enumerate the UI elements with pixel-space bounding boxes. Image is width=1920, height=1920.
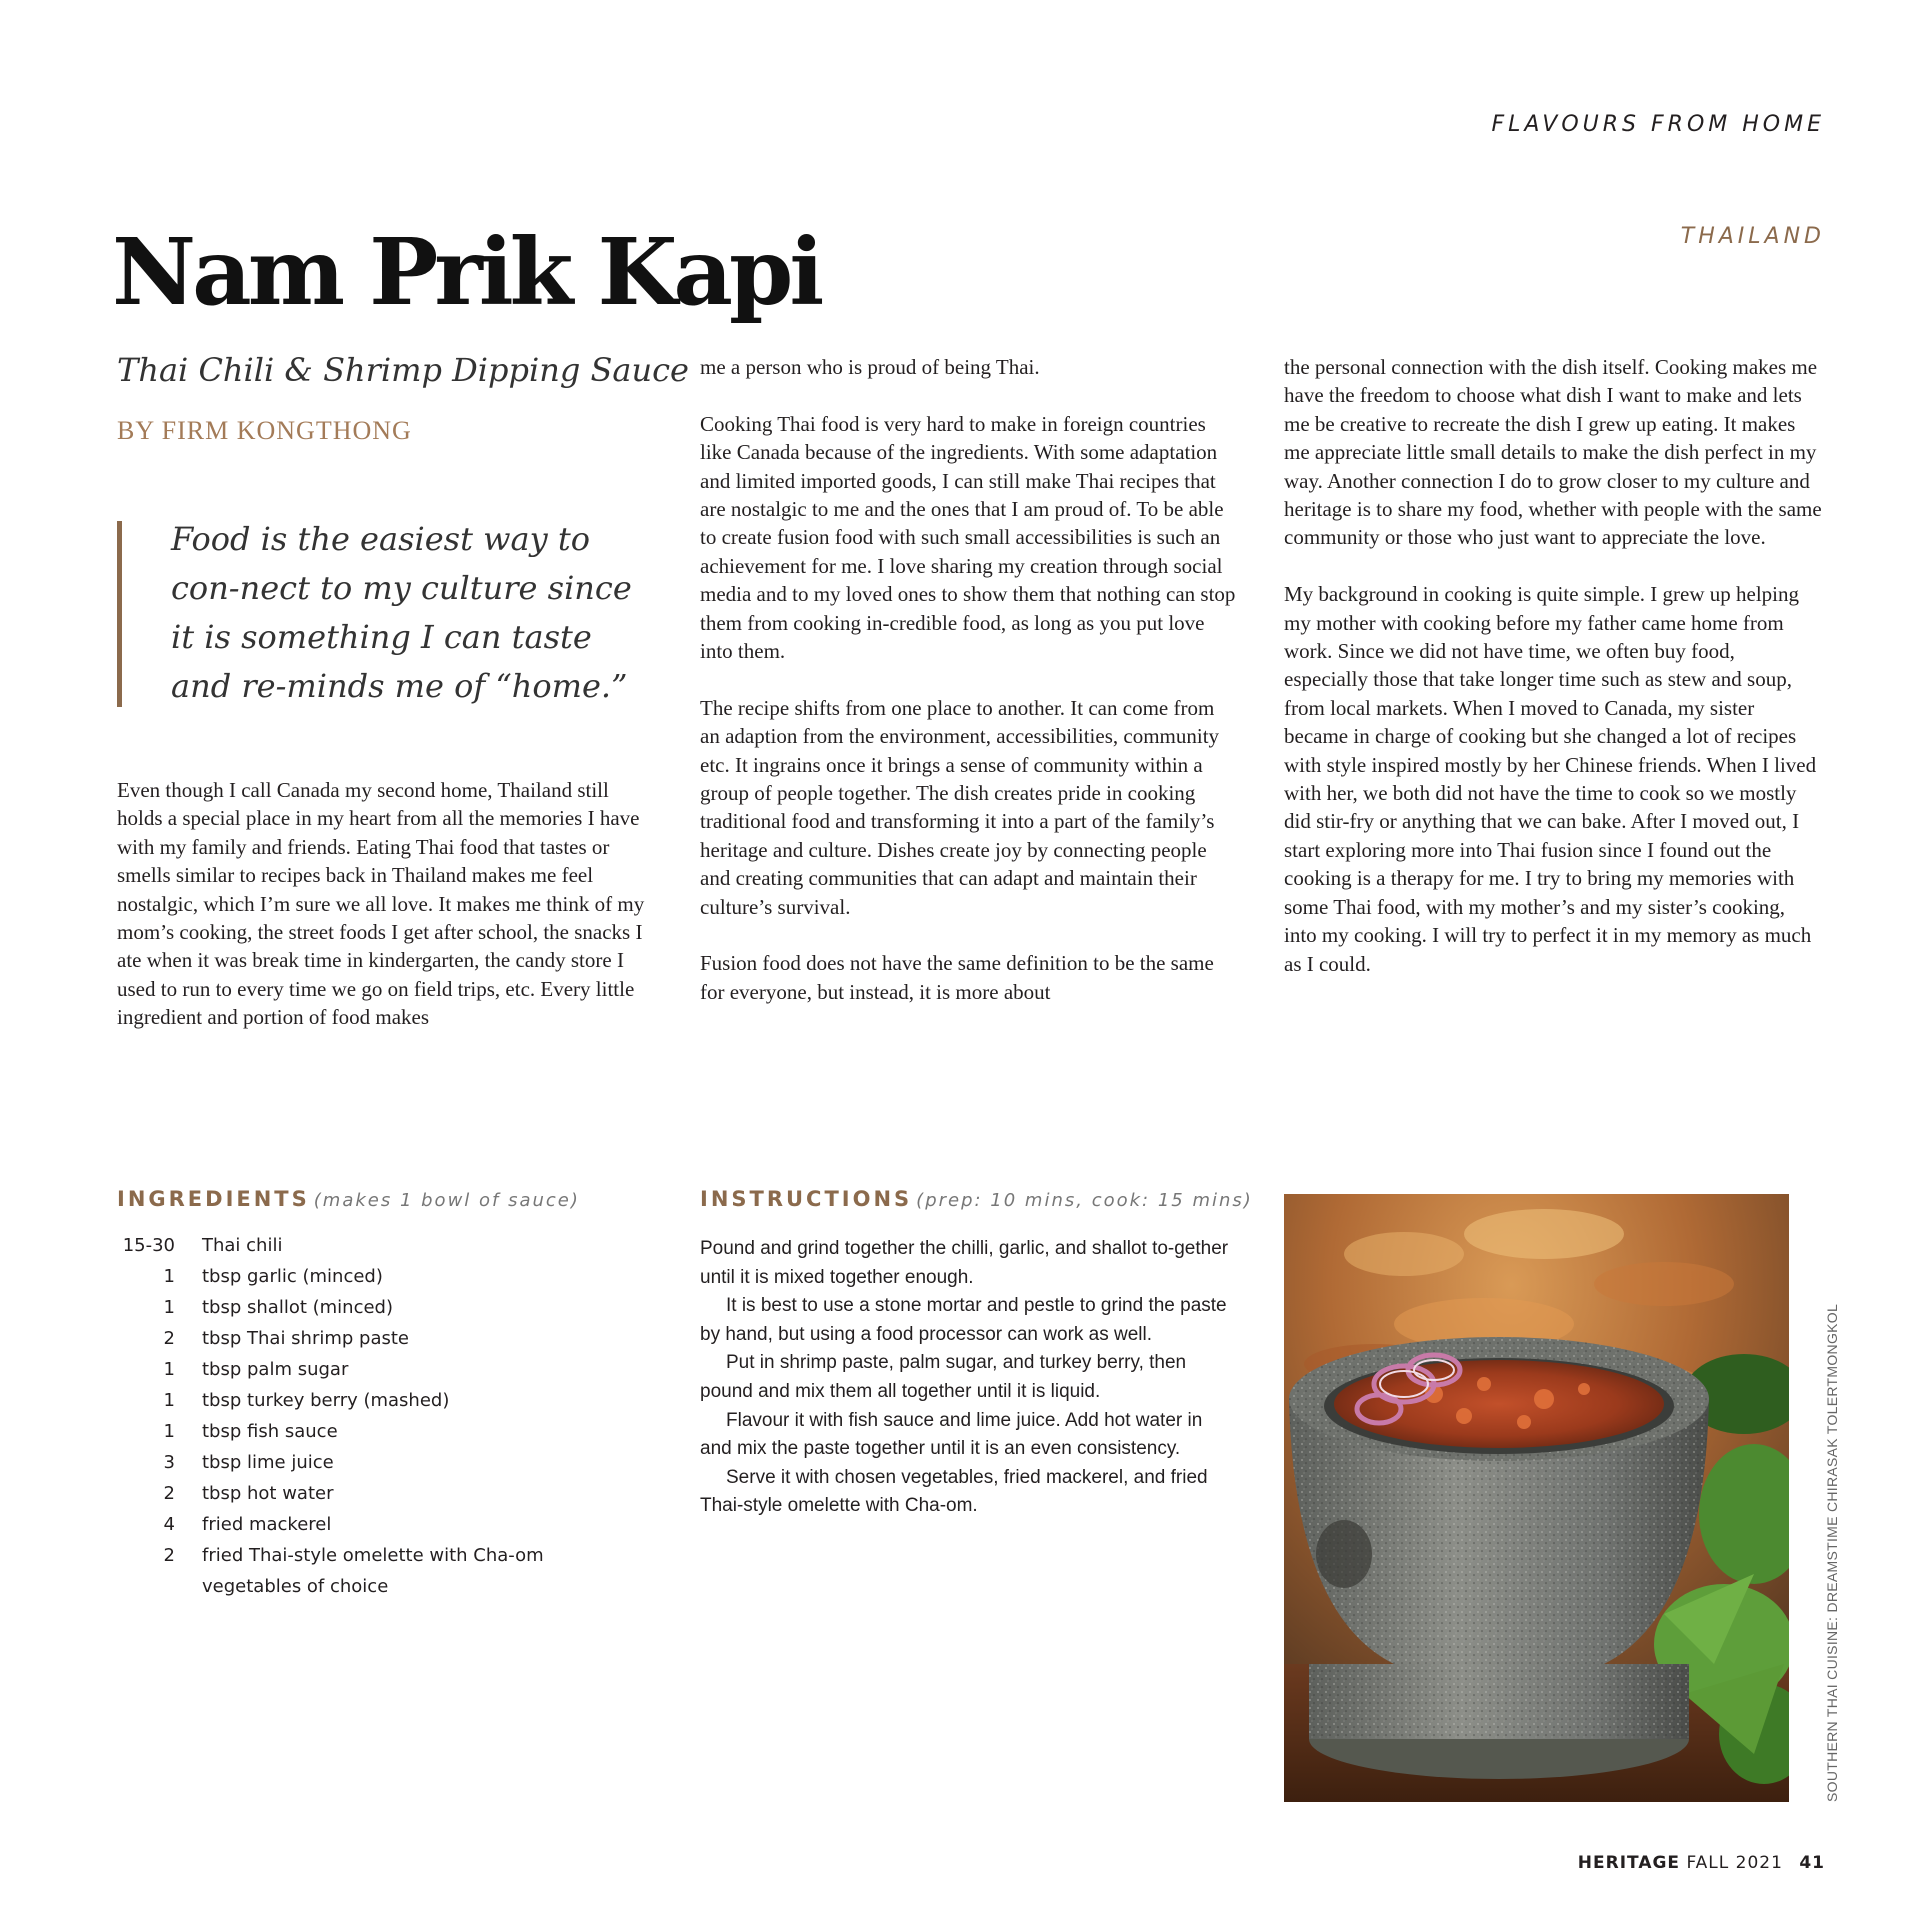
ingredient-qty: 3 bbox=[163, 1452, 175, 1473]
ingredient-qty: 1 bbox=[163, 1390, 175, 1411]
ingredient-qty: 1 bbox=[163, 1266, 175, 1287]
paragraph: The recipe shifts from one place to another. It can come from an adaption from the environment, accessibilities, community etc. It ingrains once it brings a sense of community within a group of people together. The dish creates pride in cooking traditional food and transforming it into a part of the family’s heritage and culture. Dishes create joy by connecting people and creating communities that can adapt and maintain their culture’s survival. bbox=[700, 695, 1220, 919]
ingredient-name: Thai chili bbox=[202, 1235, 283, 1256]
list-item bbox=[117, 1545, 617, 1576]
ingredient-name: tbsp turkey berry (mashed) bbox=[202, 1390, 450, 1411]
ingredients-heading bbox=[117, 1187, 580, 1211]
body-column-2 bbox=[700, 353, 1238, 1006]
page-number: 41 bbox=[1799, 1853, 1825, 1873]
list-item bbox=[117, 1359, 617, 1390]
ingredient-qty: 2 bbox=[163, 1545, 175, 1566]
paragraph: Fusion food does not have the same definition to be the same for everyone, but instead, it is more about bbox=[700, 951, 1214, 1004]
paragraph: me a person who is proud of being Thai. bbox=[700, 355, 1040, 379]
ingredient-qty: 2 bbox=[163, 1483, 175, 1504]
ingredients-label: INGREDIENTS bbox=[117, 1187, 310, 1211]
paragraph: Cooking Thai food is very hard to make in foreign countries like Canada because of the ingredients. With some adaptation and limited imported goods, I can still make Thai recipes that are nostalgic to me and the ones that I am proud of. To be able to create fusion food with such small accessibilities is such an achievement for me. I love sharing my creation through social media and to my loved ones to show them that nothing can stop them from cooking in-credible food, as long as you put love into them. bbox=[700, 411, 1236, 664]
ingredient-name: tbsp garlic (minced) bbox=[202, 1266, 383, 1287]
list-item bbox=[117, 1266, 617, 1297]
ingredient-qty: 4 bbox=[163, 1514, 175, 1535]
instruction-step: Pound and grind together the chilli, garlic, and shallot to-gether until it is mixed together enough. bbox=[700, 1238, 1229, 1288]
paragraph: the personal connection with the dish itself. Cooking makes me have the freedom to choose what dish I want to make and lets me be creative to recreate the dish I grew up eating. It makes me appreciate little small details to make the dish perfect in my way. Another connection I do to grow closer to my culture and heritage is to share my food, whether with people with the same community or those who just want to appreciate the love. bbox=[1284, 355, 1822, 550]
article-title: Nam Prik Kapi bbox=[112, 218, 821, 326]
recipe-photo bbox=[1284, 1194, 1789, 1802]
section-label: FLAVOURS FROM HOME bbox=[1491, 112, 1825, 137]
instructions-label: INSTRUCTIONS bbox=[700, 1187, 913, 1211]
pull-quote: Food is the easiest way to con-nect to my culture since it is something I can taste and re-minds me of “home.” bbox=[171, 520, 632, 705]
instructions-note: (prep: 10 mins, cook: 15 mins) bbox=[916, 1190, 1253, 1211]
article-subtitle: Thai Chili & Shrimp Dipping Sauce bbox=[117, 351, 689, 389]
body-column-1 bbox=[117, 776, 647, 1032]
ingredient-name: tbsp hot water bbox=[202, 1483, 334, 1504]
instruction-step: Flavour it with fish sauce and lime juice. Add hot water in and mix the paste together until it is an even consistency. bbox=[700, 1409, 1203, 1460]
list-item bbox=[117, 1235, 617, 1266]
instruction-step: It is best to use a stone mortar and pestle to grind the paste by hand, but using a food processor can work as well. bbox=[700, 1295, 1227, 1345]
ingredient-name: vegetables of choice bbox=[202, 1576, 389, 1597]
instructions-body bbox=[700, 1235, 1235, 1521]
page-footer bbox=[1578, 1853, 1825, 1873]
ingredient-qty: 1 bbox=[163, 1297, 175, 1318]
list-item bbox=[117, 1297, 617, 1328]
list-item bbox=[117, 1576, 617, 1607]
ingredient-qty: 1 bbox=[163, 1421, 175, 1442]
list-item bbox=[117, 1328, 617, 1359]
pull-quote-bar bbox=[117, 521, 122, 707]
instruction-step: Serve it with chosen vegetables, fried mackerel, and fried Thai-style omelette with Cha-om. bbox=[700, 1466, 1208, 1517]
list-item bbox=[117, 1514, 617, 1545]
list-item bbox=[117, 1421, 617, 1452]
ingredient-name: tbsp fish sauce bbox=[202, 1421, 338, 1442]
ingredients-note: (makes 1 bowl of sauce) bbox=[313, 1190, 580, 1211]
instruction-step: Put in shrimp paste, palm sugar, and turkey berry, then pound and mix them all together until it is liquid. bbox=[700, 1352, 1187, 1402]
byline: BY FIRM KONGTHONG bbox=[117, 416, 412, 445]
list-item bbox=[117, 1483, 617, 1514]
list-item bbox=[117, 1390, 617, 1421]
body-column-3 bbox=[1284, 353, 1822, 978]
ingredient-name: fried Thai-style omelette with Cha-om bbox=[202, 1545, 544, 1566]
issue-label: FALL 2021 bbox=[1686, 1853, 1783, 1873]
instructions-heading bbox=[700, 1187, 1253, 1211]
paragraph: My background in cooking is quite simple. I grew up helping my mother with cooking before my father came home from work. Since we did not have time, we often buy food, especially those that take longer time such as stew and soup, from local markets. When I moved to Canada, my sister became in charge of cooking but she changed a lot of recipes with style inspired mostly by her Chinese friends. When I lived with her, we both did not have the time to cook so we mostly did stir-fry or anything that we can bake. After I moved out, I start exploring more into Thai fusion since I found out the cooking is a therapy for me. I try to bring my memories with some Thai food, with my mother’s and my sister’s cooking, into my cooking. I will try to perfect it in my memory as much as I could. bbox=[1284, 582, 1817, 976]
ingredient-name: fried mackerel bbox=[202, 1514, 332, 1535]
list-item bbox=[117, 1452, 617, 1483]
paragraph: Even though I call Canada my second home, Thailand still holds a special place in my heart from all the memories I have with my family and friends. Eating Thai food that tastes or smells similar to recipes back in Thailand makes me feel nostalgic, which I’m sure we all love. It makes me think of my mom’s cooking, the street foods I get after school, the snacks I ate when it was break time in kindergarten, the candy store I used to run to every time we go on field trips, etc. Every little ingredient and portion of food makes bbox=[117, 778, 645, 1030]
magazine-name: HERITAGE bbox=[1577, 1853, 1681, 1873]
ingredient-name: tbsp lime juice bbox=[202, 1452, 334, 1473]
ingredient-qty: 1 bbox=[163, 1359, 175, 1380]
ingredients-list bbox=[117, 1235, 617, 1607]
ingredient-qty: 15-30 bbox=[122, 1235, 175, 1256]
ingredient-name: tbsp palm sugar bbox=[202, 1359, 349, 1380]
ingredient-qty: 2 bbox=[163, 1328, 175, 1349]
ingredient-name: tbsp Thai shrimp paste bbox=[202, 1328, 409, 1349]
ingredient-name: tbsp shallot (minced) bbox=[202, 1297, 394, 1318]
country-label: THAILAND bbox=[1680, 224, 1825, 249]
photo-credit: SOUTHERN THAI CUISINE: DREAMSTIME CHIRASAK TOLERTMONGKOL bbox=[1824, 1303, 1840, 1802]
